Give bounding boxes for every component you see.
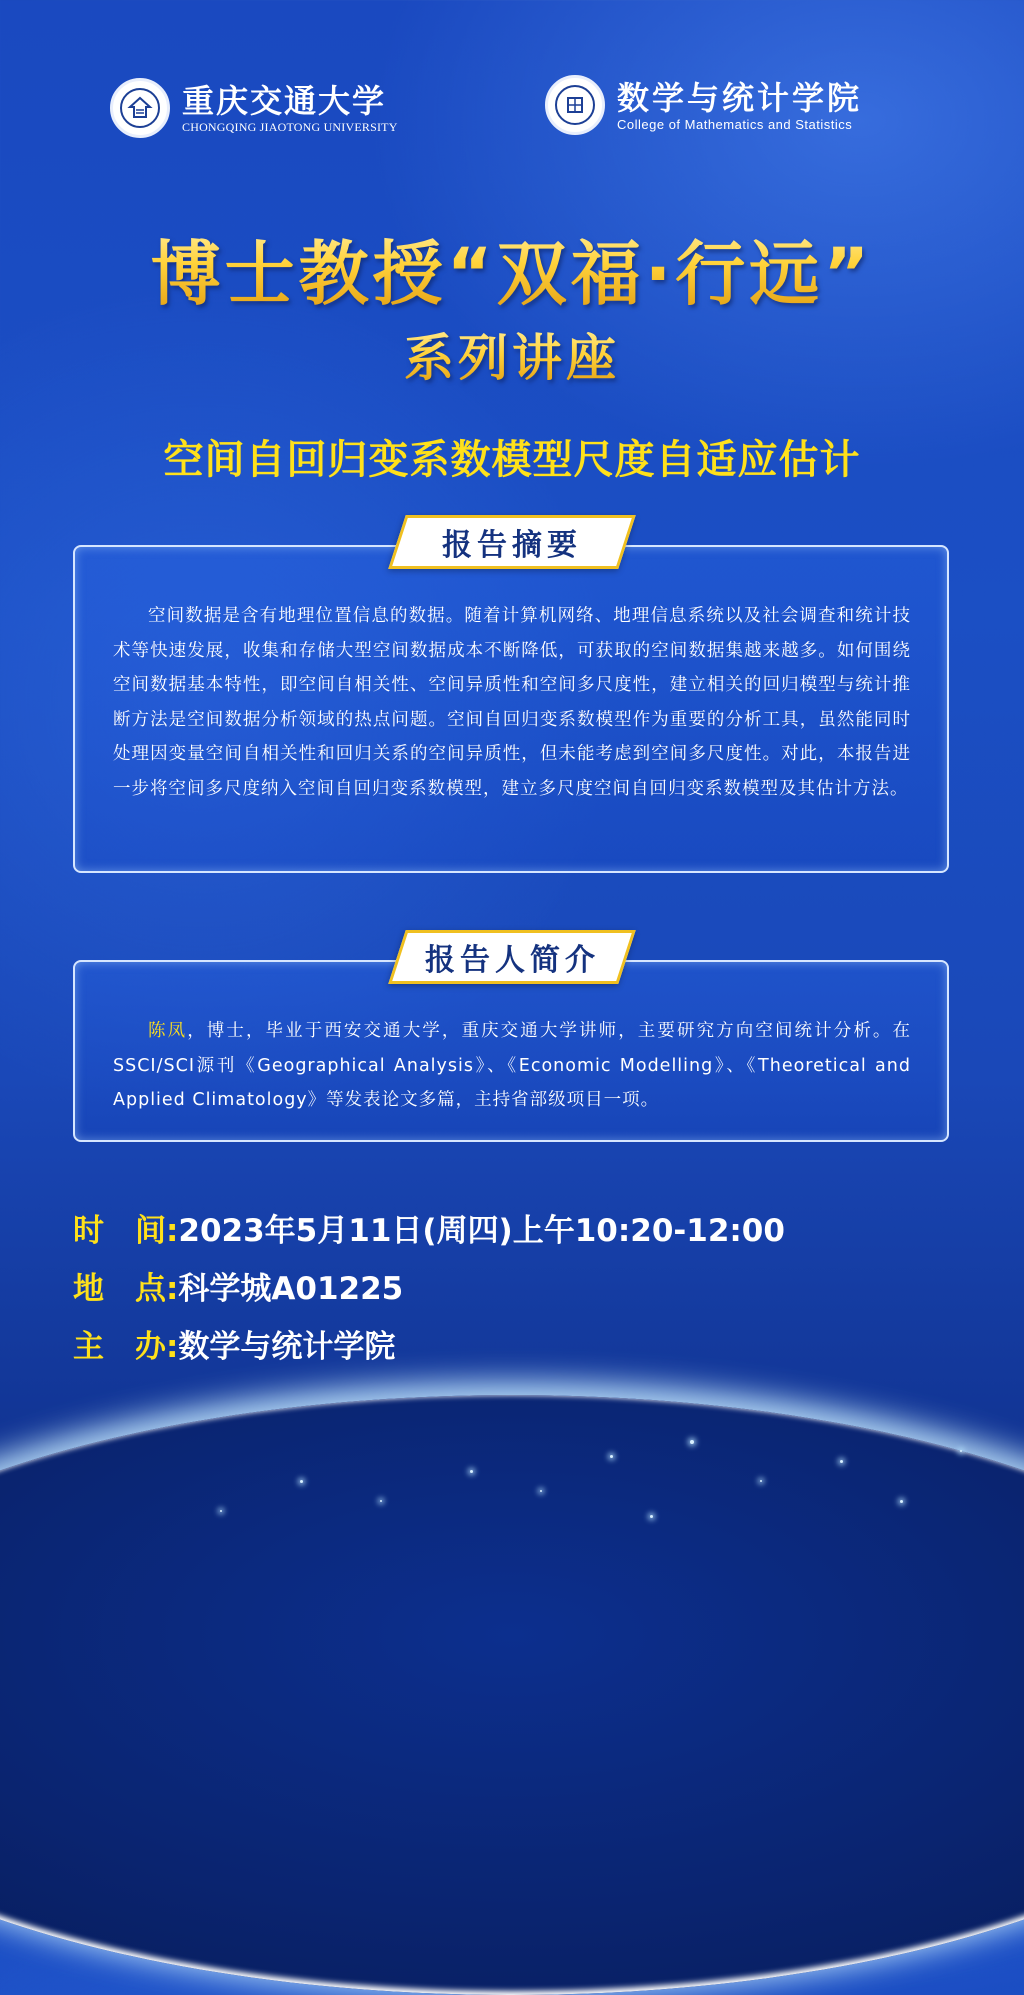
event-time-label: 时 间:	[73, 1213, 179, 1249]
lecture-series-subtitle: 系列讲座	[0, 318, 1024, 390]
speaker-heading: 报告人简介	[424, 943, 600, 978]
abstract-text: 空间数据是含有地理位置信息的数据。随着计算机网络、地理信息系统以及社会调查和统计技术等快速发展，收集和存储大型空间数据成本不断降低，可获取的空间数据集越来越多。如何围绕空间数据基本特性，即空间自相关性、空间异质性和空间多尺度性，建立相关的回归模型与统计推断方法是空间数据分析领域的热点问题。空间自回归变系数模型作为重要的分析工具，虽然能同时处理因变量空间自相关性和回归关系的空间异质性，但未能考虑到空间多尺度性。对此，本报告进一步将空间多尺度纳入空间自回归变系数模型，建立多尺度空间自回归变系数模型及其估计方法。	[113, 606, 911, 799]
event-time-value: 2023年5月11日(周四)上午10:20-12:00	[178, 1213, 785, 1249]
event-place	[73, 1269, 403, 1309]
event-time	[73, 1211, 785, 1251]
lecture-series-title: 博士教授“双福·行远”	[0, 218, 1024, 319]
event-place-value: 科学城A01225	[178, 1271, 404, 1307]
college-logo	[545, 75, 862, 135]
college-name-cn: 数学与统计学院	[617, 78, 863, 117]
event-host	[73, 1327, 395, 1367]
event-host-label: 主 办:	[73, 1329, 179, 1365]
college-name-en: College of Mathematics and Statistics	[617, 116, 853, 132]
event-host-value: 数学与统计学院	[178, 1329, 396, 1365]
speaker-bio	[113, 1014, 911, 1118]
speaker-bio-text: ，博士，毕业于西安交通大学，重庆交通大学讲师，主要研究方向空间统计分析。在SSCI/SCI源刊《Geographical Analysis》、《Economic Modelling》、《Theoretical and Applied Climatology》等发表论文多篇，主持省部级项目一项。	[113, 1021, 912, 1110]
abstract-heading-tag	[388, 515, 636, 569]
abstract-heading: 报告摘要	[442, 528, 582, 563]
university-logo	[110, 78, 398, 138]
speaker-name: 陈凤	[148, 1021, 188, 1041]
earth-glow-decoration	[0, 1395, 1024, 1995]
event-place-label: 地 点:	[73, 1271, 179, 1307]
speaker-heading-tag	[388, 930, 636, 984]
university-name-en: CHONGQING JIAOTONG UNIVERSITY	[182, 119, 398, 134]
university-name-cn: 重庆交通大学	[182, 81, 387, 120]
university-seal-icon	[110, 78, 170, 138]
college-seal-icon	[545, 75, 605, 135]
speaker-panel	[73, 943, 949, 1142]
abstract-panel	[73, 528, 949, 873]
lecture-topic: 空间自回归变系数模型尺度自适应估计	[163, 437, 861, 483]
